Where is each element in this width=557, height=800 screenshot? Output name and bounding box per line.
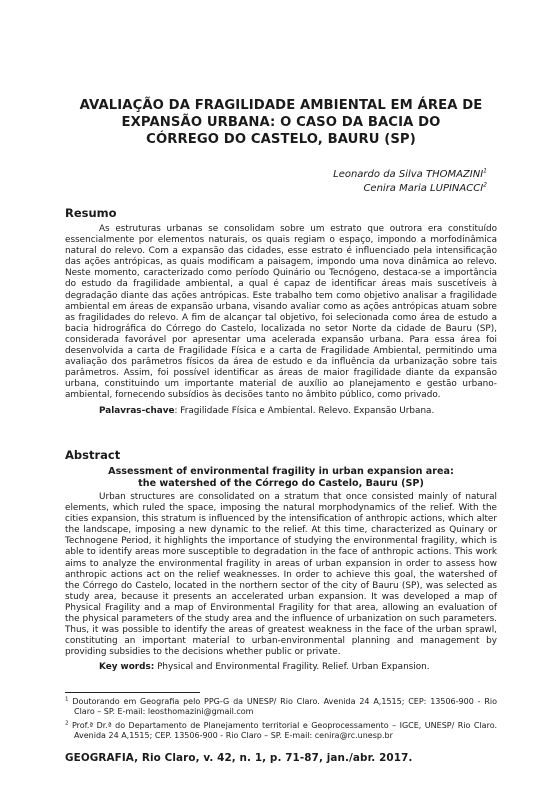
- resumo-keywords: [65, 406, 497, 417]
- footnote-divider: [65, 692, 200, 693]
- journal-citation: GEOGRAFIA, Rio Claro, v. 42, n. 1, p. 71-87, jan./abr. 2017.: [65, 752, 413, 764]
- resumo-heading: Resumo: [65, 206, 117, 220]
- keywords-label: Palavras-chave: [99, 405, 175, 416]
- author-2: [333, 182, 487, 196]
- abstract-title: [63, 466, 499, 490]
- author-name: Leonardo da Silva THOMAZINI: [333, 169, 484, 180]
- footnote-text: Doutorando em Geografia pelo PPG-G da UNESP/ Rio Claro. Avenida 24 A,1515; CEP: 13506-900 - Rio Claro – SP. E-mail: leosthomazini@gmail.com: [68, 697, 497, 717]
- title-line: EXPANSÃO URBANA: O CASO DA BACIA DO: [121, 115, 441, 130]
- footnote-mark: 2: [483, 181, 487, 189]
- author-name: Cenira Maria LUPINACCI: [363, 183, 484, 194]
- abstract-keywords: [65, 662, 497, 673]
- author-1: [333, 168, 487, 182]
- abstract-section: [65, 492, 497, 674]
- footnote-2: [65, 721, 497, 742]
- keywords-text: : Fragilidade Física e Ambiental. Relevo. Expansão Urbana.: [174, 405, 435, 416]
- footnote-1: [65, 697, 497, 718]
- abstract-text: Urban structures are consolidated on a stratum that once consisted mainly of natural elements, which ruled the space, imposing the natural morphodynamics of the relief. With the cities expansion, this stratum is influenced by the intensification of anthropic actions, which alter the landscape, imposing a new dynamic to the relief. At this time, characterized as Quinary or Technogene Period, it highlights the importance of studying the environmental fragility, which is able to identify areas more susceptible to degradation in the face of anthropic actions. This work aims to analyze the environmental fragility in areas of urban expansion in order to assess how anthropic actions act on the relief weaknesses. In order to achieve this goal, the watershed of the Córrego do Castelo, located in the northern sector of the city of Bauru (SP), was selected as study area, because it presents an accelerated urban expansion. It was developed a map of Physical Fragility and a map of Environmental Fragility for that area, allowing an evaluation of the physical parameters of the study area and the influence of urbanization on such parameters. Thus, it was possible to identify the areas of greatest weakness in the face of the urban sprawl, constituting an important material to urban-environmental planning and management by providing subsidies to the decisions whether public or private.: [65, 492, 497, 658]
- footnote-mark: 1: [483, 167, 487, 175]
- abstract-heading: Abstract: [65, 448, 121, 462]
- abstract-title-line: Assessment of environmental fragility in urban expansion area:: [108, 466, 454, 477]
- article-title: [63, 97, 499, 148]
- resumo-text: As estruturas urbanas se consolidam sobre um estrato que outrora era constituído essencialmente por elementos naturais, os quais regiam o espaço, impondo a morfodinâmica natural do relevo. Com a expansão das cidades, esse estrato é influenciado pela intensificação das ações antrópicas, as quais modificam a paisagem, impondo uma nova dinâmica ao relevo. Neste momento, caracterizado como período Quinário ou Tecnógeno, destaca-se a importância do estudo da fragilidade ambiental, a qual é capaz de identificar áreas mais suscetíveis à degradação diante das ações antrópicas. Este trabalho tem como objetivo analisar a fragilidade ambiental em áreas de expansão urbana, visando avaliar como as ações antrópicas atuam sobre as fragilidades do relevo. A fim de alcançar tal objetivo, foi selecionada como área de estudo a bacia hidrográfica do Córrego do Castelo, localizada no setor Norte da cidade de Bauru (SP), considerada favorável por apresentar uma acelerada expansão urbana. Para essa área foi desenvolvida a carta de Fragilidade Física e a carta de Fragilidade Ambiental, permitindo uma avaliação dos parâmetros físicos da área de estudo e da influência da urbanização sobre tais parâmetros. Assim, foi possível identificar as áreas de maior fragilidade diante da expansão urbana, constituindo um importante material de auxílio ao planejamento e gestão urbano-ambiental, fornecendo subsídios às decisões tanto no âmbito público, como privado.: [65, 224, 497, 401]
- footnote-text: Prof.ª Dr.ª do Departamento de Planejamento territorial e Geoprocessamento – IGCE, UNESP/ Rio Claro. Avenida 24 A,1515; CEP. 13506-900 - Rio Claro – SP. E-mail: cenira@rc.unesp.br: [68, 720, 497, 740]
- keywords-label: Key words:: [99, 662, 155, 673]
- footnote-mark: 1: [65, 696, 69, 703]
- article-page: [63, 0, 499, 800]
- title-line: CÓRREGO DO CASTELO, BAURU (SP): [146, 132, 416, 147]
- footnote-mark: 2: [65, 719, 69, 726]
- footnotes: [65, 697, 497, 741]
- author-list: [333, 168, 487, 196]
- abstract-title-line: the watershed of the Córrego do Castelo, Bauru (SP): [138, 478, 424, 489]
- keywords-text: Physical and Environmental Fragility. Relief. Urban Expansion.: [154, 662, 430, 673]
- resumo-section: [65, 224, 497, 417]
- title-line: AVALIAÇÃO DA FRAGILIDADE AMBIENTAL EM ÁREA DE: [79, 98, 483, 113]
